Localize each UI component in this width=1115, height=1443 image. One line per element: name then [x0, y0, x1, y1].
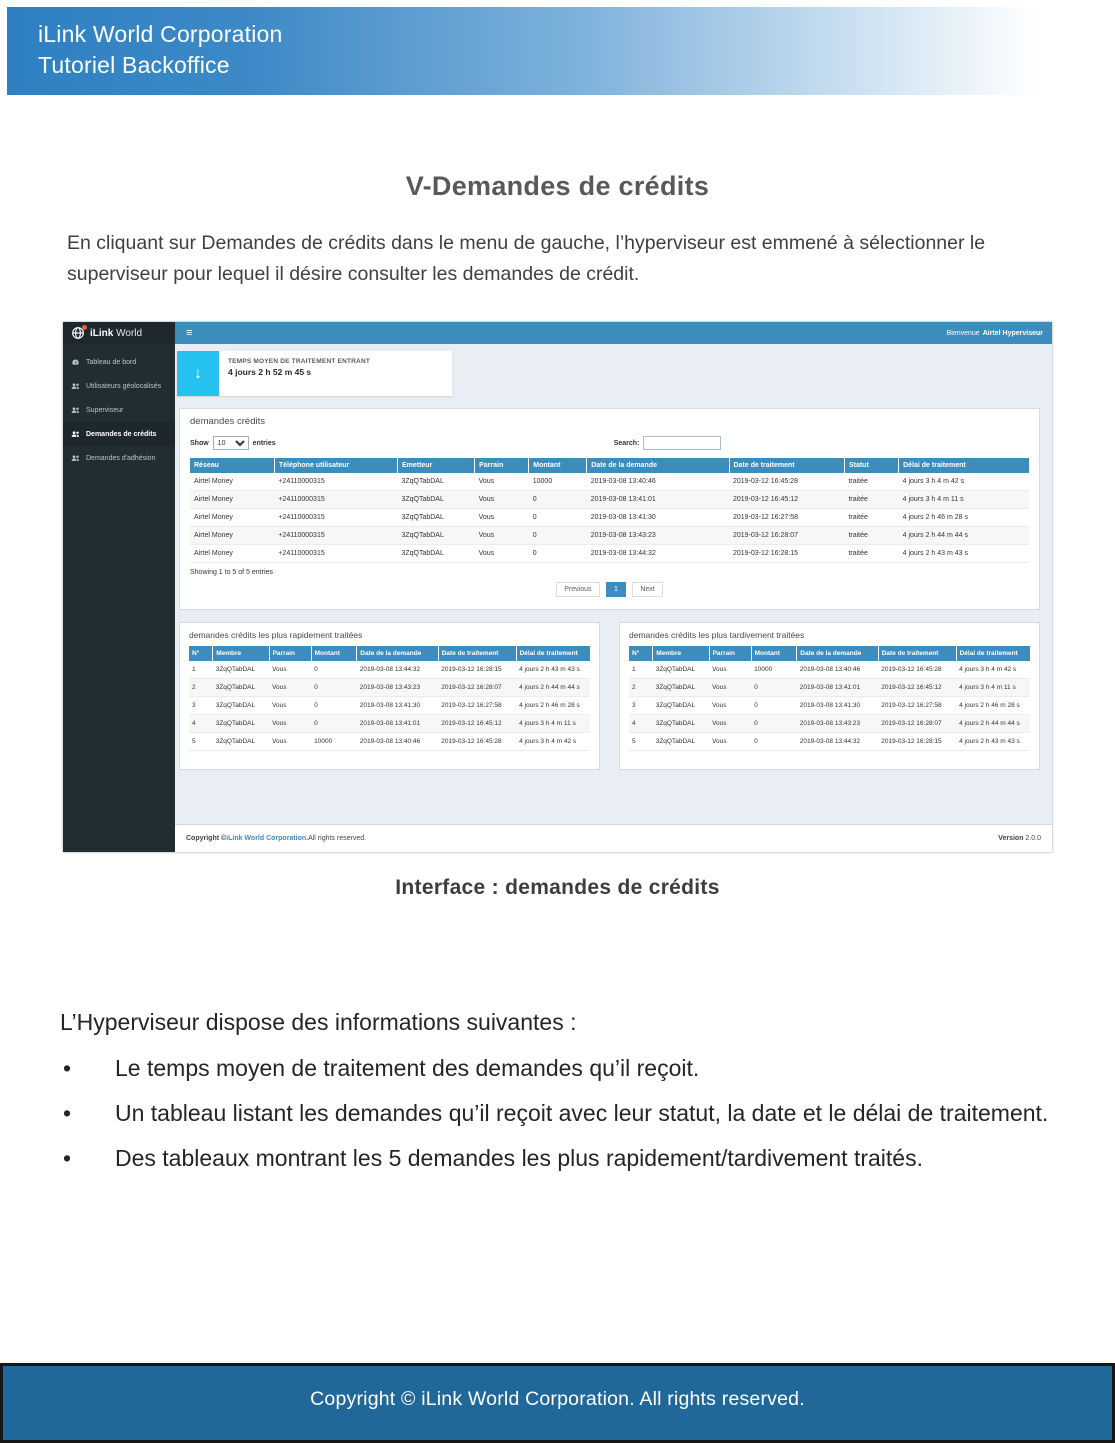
column-header[interactable]: N° [189, 646, 213, 661]
panel-title: demandes crédits les plus tardivement traitées [629, 630, 805, 640]
cell: 2019-03-08 13:41:30 [797, 697, 878, 715]
bullet-icon [60, 1144, 115, 1173]
sidebar-item-demandes-adhesion[interactable] [63, 446, 175, 470]
bullet-icon [60, 1099, 115, 1128]
column-header[interactable]: Membre [213, 646, 269, 661]
cell: 2019-03-08 13:41:01 [587, 491, 729, 509]
cell: +24110000315 [274, 509, 397, 527]
column-header[interactable]: Réseau [190, 458, 274, 473]
cell: 2019-03-12 16:45:12 [878, 679, 956, 697]
cell: 2 [189, 679, 213, 697]
cell: 2019-03-08 13:43:23 [357, 679, 438, 697]
cell: 3ZqQTabDAL [213, 733, 269, 751]
cell: 3ZqQTabDAL [397, 527, 474, 545]
cell: 3ZqQTabDAL [653, 733, 709, 751]
cell: 0 [529, 491, 587, 509]
cell: 0 [751, 715, 797, 733]
cell: 3ZqQTabDAL [397, 473, 474, 491]
cell: Airtel Money [190, 473, 274, 491]
cell: 4 jours 3 h 4 m 42 s [956, 661, 1030, 679]
cell: Vous [475, 509, 529, 527]
fastest-processed-table [189, 646, 590, 751]
search-control [614, 436, 722, 450]
cell: traitée [844, 527, 898, 545]
navbar-spacer [203, 322, 946, 344]
column-header[interactable]: Parrain [709, 646, 751, 661]
bullet-text: Un tableau listant les demandes qu’il reçoit avec leur statut, la date et le délai de traitement. [115, 1100, 1049, 1126]
table-row [629, 697, 1030, 715]
hamburger-icon[interactable]: ≡ [186, 327, 193, 339]
cell: 2019-03-08 13:41:30 [357, 697, 438, 715]
column-header[interactable]: Montant [311, 646, 357, 661]
info-section [60, 1007, 1065, 1189]
page-1-button[interactable]: 1 [606, 582, 626, 597]
column-header[interactable]: Montant [751, 646, 797, 661]
cell: 4 jours 3 h 4 m 42 s [899, 473, 1029, 491]
cell: 4 jours 2 h 46 m 28 s [516, 697, 590, 715]
app-logo[interactable] [63, 322, 175, 344]
cell: 2019-03-12 16:28:15 [438, 661, 516, 679]
cell: 3ZqQTabDAL [213, 661, 269, 679]
table-row [189, 733, 590, 751]
cell: 3 [189, 697, 213, 715]
table-row [189, 661, 590, 679]
previous-page-button[interactable]: Previous [556, 582, 599, 597]
column-header[interactable]: Membre [653, 646, 709, 661]
pagination [190, 578, 1029, 597]
column-header[interactable]: Date de traitement [438, 646, 516, 661]
info-heading: L’Hyperviseur dispose des informations suivantes : [60, 1009, 577, 1035]
bullet-text: Des tableaux montrant les 5 demandes les plus rapidement/tardivement traités. [115, 1145, 923, 1171]
show-label: Show [190, 439, 209, 447]
table-row [629, 715, 1030, 733]
cell: 3ZqQTabDAL [213, 715, 269, 733]
cell: 4 jours 3 h 4 m 11 s [516, 715, 590, 733]
sidebar-item-label: Demandes de crédits [86, 430, 157, 438]
table-row [190, 473, 1029, 491]
cell: 3ZqQTabDAL [397, 491, 474, 509]
next-page-button[interactable]: Next [632, 582, 662, 597]
cell: 10000 [751, 661, 797, 679]
dashboard-icon [71, 358, 80, 367]
cell: 0 [751, 697, 797, 715]
cell: traitée [844, 509, 898, 527]
cell: 5 [189, 733, 213, 751]
cell: 3ZqQTabDAL [653, 715, 709, 733]
users-icon [71, 454, 80, 463]
cell: 3ZqQTabDAL [397, 545, 474, 563]
cell: 4 jours 3 h 4 m 42 s [516, 733, 590, 751]
table-row [189, 679, 590, 697]
cell: 1 [189, 661, 213, 679]
table-row [190, 509, 1029, 527]
cell: Vous [475, 527, 529, 545]
avg-processing-time-card [177, 351, 452, 396]
app-footer [175, 824, 1052, 852]
column-header[interactable]: Délai de traitement [899, 458, 1029, 473]
table-row [189, 697, 590, 715]
sidebar-item-label: Demandes d'adhésion [86, 454, 156, 462]
cell: 2019-03-08 13:40:46 [587, 473, 729, 491]
app-body [63, 344, 1052, 852]
cell: 4 jours 2 h 43 m 43 s [899, 545, 1029, 563]
sidebar-item-tableau-de-bord[interactable] [63, 350, 175, 374]
cell: 2019-03-12 16:28:07 [729, 527, 844, 545]
cell: 0 [311, 679, 357, 697]
cell: Vous [475, 473, 529, 491]
table-controls [190, 436, 1029, 452]
cell: 4 jours 2 h 43 m 43 s [956, 733, 1030, 751]
users-icon [71, 406, 80, 415]
screenshot-caption: Interface : demandes de crédits [395, 876, 720, 899]
cell: Vous [269, 733, 311, 751]
table-row [189, 715, 590, 733]
cell: 0 [529, 509, 587, 527]
column-header[interactable]: Date de traitement [878, 646, 956, 661]
search-input[interactable] [643, 436, 721, 450]
panel-title: demandes crédits les plus rapidement traitées [189, 630, 363, 640]
sidebar-item-label: Superviseur [86, 406, 124, 414]
cell: Vous [709, 679, 751, 697]
panel-title: demandes crédits [190, 416, 265, 427]
app-version: Version 2.0.0 [998, 835, 1041, 842]
cell: Vous [269, 697, 311, 715]
table-row [629, 733, 1030, 751]
welcome-prefix: Bienvenue [946, 329, 980, 337]
cell: 4 jours 2 h 46 m 28 s [899, 509, 1029, 527]
cell: 4 jours 2 h 44 m 44 s [956, 715, 1030, 733]
credits-requests-table [190, 458, 1029, 563]
cell: 3ZqQTabDAL [653, 661, 709, 679]
column-header[interactable]: N° [629, 646, 653, 661]
company-link[interactable]: iLink World Corporation. [226, 835, 309, 842]
sidebar-item-utilisateurs-geolocalises[interactable] [63, 374, 175, 398]
cell: 3ZqQTabDAL [653, 697, 709, 715]
user-name: Airtel Hyperviseur [982, 329, 1043, 337]
backoffice-screenshot [63, 322, 1052, 852]
cell: +24110000315 [274, 473, 397, 491]
cell: 0 [529, 527, 587, 545]
column-header[interactable]: Date de la demande [797, 646, 878, 661]
latest-processed-table [629, 646, 1030, 751]
stat-label: TEMPS MOYEN DE TRAITEMENT ENTRANT [228, 358, 371, 365]
brand-text: iLink World [90, 327, 143, 339]
sidebar-item-label: Utilisateurs géolocalisés [86, 382, 162, 390]
stat-value: 4 jours 2 h 52 m 45 s [228, 367, 312, 377]
cell: 2019-03-12 16:45:28 [438, 733, 516, 751]
cell: 4 jours 2 h 44 m 44 s [899, 527, 1029, 545]
app-sidebar [63, 344, 175, 852]
table-row [190, 527, 1029, 545]
cell: 2019-03-12 16:28:15 [878, 733, 956, 751]
cell: 2019-03-12 16:27:58 [438, 697, 516, 715]
table-row [629, 679, 1030, 697]
cell: 0 [529, 545, 587, 563]
document-subtitle: Tutoriel Backoffice [38, 52, 230, 78]
cell: 2019-03-08 13:44:32 [357, 661, 438, 679]
cell: 10000 [311, 733, 357, 751]
cell: Airtel Money [190, 509, 274, 527]
column-header[interactable]: Parrain [269, 646, 311, 661]
cell: traitée [844, 491, 898, 509]
cell: 4 jours 3 h 4 m 11 s [956, 679, 1030, 697]
cell: Vous [709, 661, 751, 679]
table-row [190, 545, 1029, 563]
cell: Vous [475, 545, 529, 563]
cell: 0 [751, 733, 797, 751]
cell: 1 [629, 661, 653, 679]
list-item [60, 1099, 1065, 1128]
cell: 2019-03-12 16:27:58 [729, 509, 844, 527]
cell: 2019-03-08 13:43:23 [587, 527, 729, 545]
list-item [60, 1054, 1065, 1083]
column-header[interactable]: Date de la demande [587, 458, 729, 473]
cell: 2019-03-12 16:28:07 [878, 715, 956, 733]
cell: traitée [844, 473, 898, 491]
cell: Airtel Money [190, 491, 274, 509]
stat-text [219, 351, 370, 396]
cell: 2019-03-08 13:44:32 [797, 733, 878, 751]
bullet-icon [60, 1054, 115, 1083]
cell: Vous [269, 661, 311, 679]
cell: Vous [269, 715, 311, 733]
cell: 0 [751, 679, 797, 697]
cell: 3ZqQTabDAL [653, 679, 709, 697]
cell: 4 jours 2 h 43 m 43 s [516, 661, 590, 679]
cell: +24110000315 [274, 491, 397, 509]
table-row [190, 491, 1029, 509]
app-navbar [63, 322, 1052, 344]
search-label: Search: [613, 439, 640, 447]
intro-paragraph: En cliquant sur Demandes de crédits dans le menu de gauche, l’hyperviseur est emmené à sélectionner le superviseur pour lequel il désire consulter les demandes de crédit. [67, 232, 986, 285]
cell: 2019-03-08 13:43:23 [797, 715, 878, 733]
column-header[interactable]: Parrain [475, 458, 529, 473]
cell: Vous [709, 733, 751, 751]
list-item [60, 1144, 1065, 1173]
map-pin-icon [82, 325, 87, 330]
fastest-processed-panel [179, 622, 600, 770]
app-copyright-prefix: Copyright © [186, 835, 227, 842]
cell: +24110000315 [274, 545, 397, 563]
sidebar-item-label: Tableau de bord [86, 358, 137, 366]
company-name: iLink World Corporation [38, 21, 283, 47]
cell: 2019-03-08 13:41:01 [357, 715, 438, 733]
rights-text: All rights reserved. [308, 835, 367, 842]
credits-requests-panel [179, 408, 1040, 610]
cell: 2019-03-12 16:45:28 [729, 473, 844, 491]
cell: Vous [709, 715, 751, 733]
cell: 5 [629, 733, 653, 751]
app-main-column [175, 344, 1052, 852]
cell: Vous [709, 697, 751, 715]
globe-icon [71, 326, 85, 340]
cell: 4 [189, 715, 213, 733]
column-header[interactable]: Téléphone utilisateur [274, 458, 397, 473]
column-header[interactable]: Date de la demande [357, 646, 438, 661]
show-entries-control [190, 436, 1029, 450]
bullet-text: Le temps moyen de traitement des demandes qu’il reçoit. [115, 1055, 700, 1081]
cell: 10000 [529, 473, 587, 491]
column-header[interactable]: Montant [529, 458, 587, 473]
users-icon [71, 382, 80, 391]
users-icon [71, 430, 80, 439]
cell: 2 [629, 679, 653, 697]
column-header[interactable]: Statut [844, 458, 898, 473]
page-title: V-Demandes de crédits [405, 171, 710, 201]
cell: 0 [311, 715, 357, 733]
cell: 2019-03-08 13:40:46 [357, 733, 438, 751]
cell: 4 jours 2 h 46 m 28 s [956, 697, 1030, 715]
cell: 4 jours 2 h 44 m 44 s [516, 679, 590, 697]
footer-copyright-text: Copyright © iLink World Corporation. All rights reserved. [310, 1387, 805, 1410]
cell: 2019-03-12 16:27:58 [878, 697, 956, 715]
cell: 3ZqQTabDAL [213, 679, 269, 697]
showing-entries-text: Showing 1 to 5 of 5 entries [190, 569, 273, 576]
document-header [7, 7, 1115, 95]
cell: 2019-03-08 13:40:46 [797, 661, 878, 679]
document-footer [0, 1363, 1115, 1443]
column-header[interactable]: Délai de traitement [516, 646, 590, 661]
arrow-down-icon: ↓ [177, 351, 219, 396]
cell: 4 [629, 715, 653, 733]
cell: 2019-03-08 13:44:32 [587, 545, 729, 563]
entries-label: entries [252, 439, 276, 447]
cell: 0 [311, 661, 357, 679]
app-content [175, 344, 1052, 824]
bottom-panels-row [179, 622, 1040, 770]
cell: 3 [629, 697, 653, 715]
cell: 3ZqQTabDAL [397, 509, 474, 527]
column-header[interactable]: Délai de traitement [956, 646, 1030, 661]
table-row [629, 661, 1030, 679]
cell: 2019-03-12 16:45:28 [878, 661, 956, 679]
cell: 2019-03-12 16:45:12 [729, 491, 844, 509]
cell: Vous [269, 679, 311, 697]
column-header[interactable]: Emetteur [397, 458, 474, 473]
column-header[interactable]: Date de traitement [729, 458, 844, 473]
latest-processed-panel [619, 622, 1040, 770]
cell: 2019-03-12 16:28:15 [729, 545, 844, 563]
cell: Airtel Money [190, 527, 274, 545]
cell: traitée [844, 545, 898, 563]
sidebar-item-superviseur[interactable] [63, 398, 175, 422]
cell: 2019-03-12 16:45:12 [438, 715, 516, 733]
cell: 2019-03-12 16:28:07 [438, 679, 516, 697]
cell: +24110000315 [274, 527, 397, 545]
entries-select[interactable] [213, 436, 249, 450]
cell: 2019-03-08 13:41:01 [797, 679, 878, 697]
cell: 4 jours 3 h 4 m 11 s [899, 491, 1029, 509]
cell: 0 [311, 697, 357, 715]
welcome-user[interactable] [947, 322, 1052, 344]
sidebar-item-demandes-de-credits[interactable] [63, 422, 175, 446]
cell: Vous [475, 491, 529, 509]
cell: 2019-03-08 13:41:30 [587, 509, 729, 527]
cell: Airtel Money [190, 545, 274, 563]
cell: 3ZqQTabDAL [213, 697, 269, 715]
